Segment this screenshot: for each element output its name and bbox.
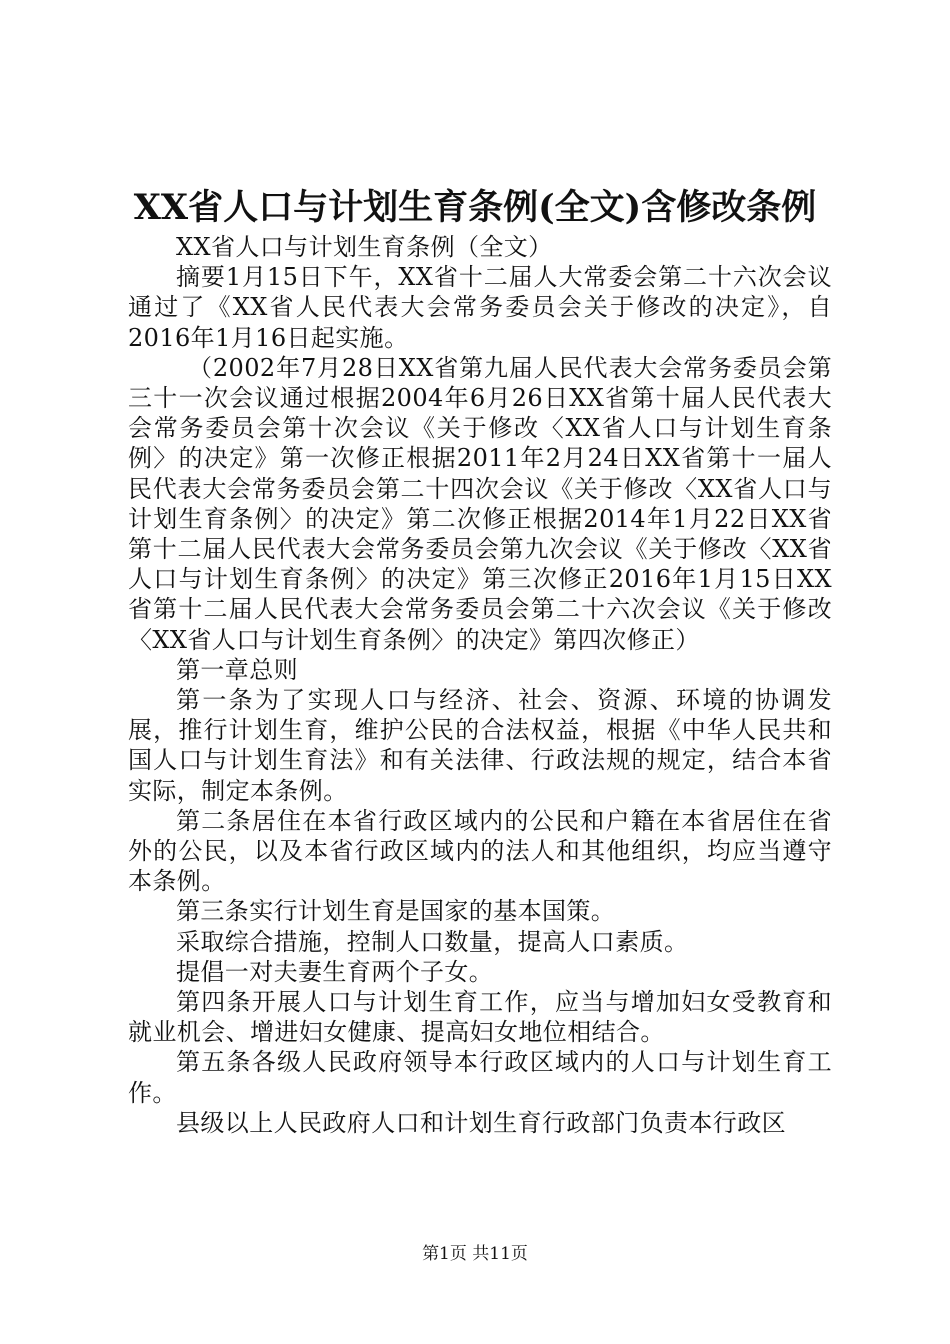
paragraph-article-5: 第五条各级人民政府领导本行政区域内的人口与计划生育工作。 (128, 1048, 832, 1107)
chapter-heading: 第一章总则 (176, 655, 298, 684)
paragraph-article-1: 第一条为了实现人口与经济、社会、资源、环境的协调发展，推行计划生育，维护公民的合法权益，根据《中华人民共和国人口与计划生育法》和有关法律、行政法规的规定，结合本省实际，制定本条例。 (128, 686, 832, 805)
paragraph-article-3-measures: 采取综合措施，控制人口数量，提高人口素质。 (176, 927, 689, 956)
paragraph-revision-history: （2002年7月28日XX省第九届人民代表大会常务委员会第三十一次会议通过根据2004年6月26日XX省第十届人民代表大会常务委员会第十次会议《关于修改〈XX省人口与计划生育条例〉的决定》第一次修正根据2011年2月24日XX省第十一届人民代表大会常务委员会第二十四次会议《关于修改〈XX省人口与计划生育条例〉的决定》第二次修正根据2014年1月22日XX省第十二届人民代表大会常务委员会第九次会议《关于修改〈XX省人口与计划生育条例〉的决定》第三次修正2016年1月15日XX省第十二届人民代表大会常务委员会第二十六次会议《关于修改〈XX省人口与计划生育条例〉的决定》第四次修正） (128, 353, 832, 654)
paragraph-article-2: 第二条居住在本省行政区域内的公民和户籍在本省居住在省外的公民，以及本省行政区域内的法人和其他组织，均应当遵守本条例。 (128, 806, 832, 896)
paragraph-summary: 摘要1月15日下午，XX省十二届人大常委会第二十六次会议通过了《XX省人民代表大会常务委员会关于修改的决定》，自2016年1月16日起实施。 (128, 263, 832, 352)
paragraph-article-3: 第三条实行计划生育是国家的基本国策。 (176, 897, 616, 926)
document-body (128, 232, 832, 1138)
page-footer: 第1页 共11页 (422, 1244, 528, 1264)
document-title: XX省人口与计划生育条例(全文)含修改条例 (133, 187, 817, 228)
paragraph-article-5-continued: 县级以上人民政府人口和计划生育行政部门负责本行政区 (176, 1108, 786, 1137)
paragraph-subtitle: XX省人口与计划生育条例（全文） (176, 233, 553, 261)
paragraph-article-4: 第四条开展人口与计划生育工作，应当与增加妇女受教育和就业机会、增进妇女健康、提高妇女地位相结合。 (128, 988, 832, 1047)
paragraph-article-3-advocacy: 提倡一对夫妻生育两个子女。 (176, 957, 494, 986)
